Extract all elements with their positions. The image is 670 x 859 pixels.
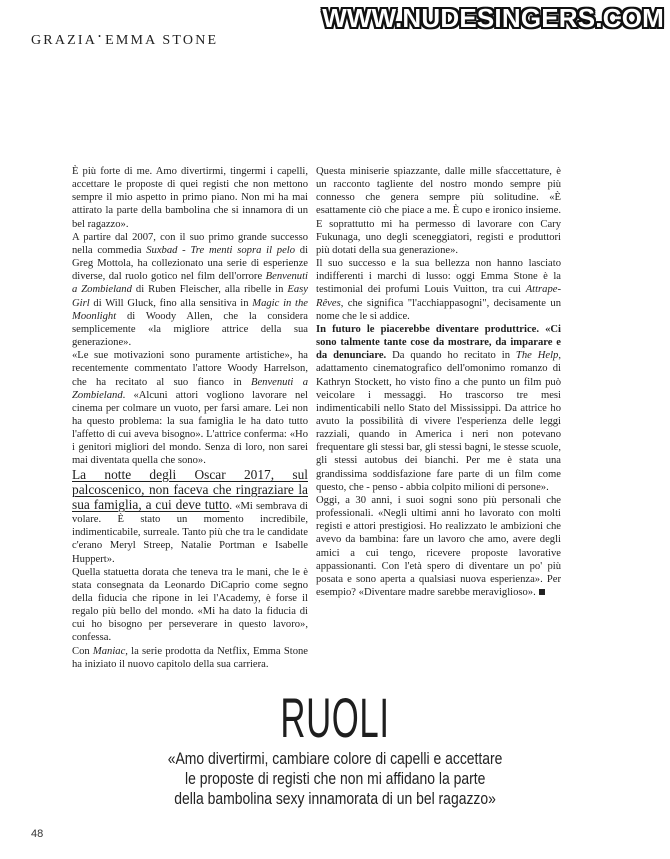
film-title: Suxbad - Tre menti sopra il pelo xyxy=(146,244,296,256)
paragraph: Questa miniserie spiazzante, dalle mille sfaccettature, è un racconto tagliente del nostro mondo sempre più connesso che genera sempre più solitudine. «È esattamente ciò che piace a me. È cupo e ironico insieme. E soprattutto mi ha permesso di lavorare con Cary Fukunaga, uno degli sceneggiatori, registi e produttori più dotati della sua generazione». xyxy=(316,166,561,256)
paragraph: La notte degli Oscar 2017, sul palcoscenico, non faceva che ringraziare la sua famiglia, a cui deve tutto. «Mi sembrava di volare. È stato un momento incredibile, indimenticabile, surreale. Tanto più che tra le candidate c'erano Meryl Streep, Natalie Portman e Isabelle Huppert». xyxy=(72,466,308,565)
pull-quote-line: le proposte di registi che non mi affidano la parte xyxy=(184,769,486,788)
article-column-right xyxy=(316,165,561,599)
series-title: Maniac xyxy=(92,645,126,657)
pull-quote-line: «Amo divertirmi, cambiare colore di capelli e accettare xyxy=(167,749,503,768)
header-separator: • xyxy=(98,32,104,41)
product-name: Attrape-Rêves xyxy=(316,284,561,309)
running-header xyxy=(31,32,218,49)
paragraph: Oggi, a 30 anni, i suoi sogni sono più personali che professionali. «Negli ultimi anni ho lavorato con molti registi e attori prestigiosi. Ho realizzato le ambizioni che avevo da bambina: fare un lavoro che amo, avere degli amici a cui tengo, ricevere proposte lavorative appassionanti. Con l'età spero di diventare un po' più posata e sono aperta a qualsiasi nuova esperienza». Per esempio? «Diventare madre sarebbe meraviglioso». xyxy=(316,494,561,598)
watermark: WWW.NUDESINGERS.COM xyxy=(322,3,664,33)
film-title: Benvenuti a Zombieland xyxy=(72,271,308,296)
paragraph: «Le sue motivazioni sono puramente artistiche», ha recentemente commentato l'attore Woody Harrelson, che ha recitato al suo fianco in Benvenuti a Zombieland. «Alcuni attori vogliono lavorare nel cinema per colmare un vuoto, per farsi amare. Lei non ha questo problema: la sua famiglia le ha dato tutto l'affetto di cui aveva bisogno». L'attrice conferma: «Ho i genitori migliori del mondo. Senza di loro, non sarei mai diventata quella che sono». xyxy=(72,350,308,467)
pull-quote xyxy=(100,749,570,809)
paragraph: È più forte di me. Amo divertirmi, tingermi i capelli, accettare le proposte di quei registi che non mettono sempre il mio aspetto in primo piano. Non mi ha mai attirato la parte della bambolina che si innamora di un bel ragazzo». xyxy=(72,166,308,230)
film-title: Magic in the Moonlight xyxy=(72,297,308,322)
header-subject: EMMA STONE xyxy=(105,33,219,48)
section-title: RUOLI xyxy=(280,686,390,749)
article-column-left xyxy=(72,165,308,671)
paragraph: A partire dal 2007, con il suo primo grande successo nella commedia Suxbad - Tre menti sopra il pelo di Greg Mottola, ha collezionato una serie di esperienze diverse, dal ruolo gotico nel film dell'orrore Benvenuti a Zombieland di Ruben Fleischer, alla ribelle in Easy Girl di Will Gluck, fino alla sensitiva in Magic in the Moonlight di Woody Allen, che la considera semplicemente «la migliore attrice della sua generazione». xyxy=(72,231,309,349)
film-title: The Help xyxy=(515,350,559,362)
pull-quote-line: della bambolina sexy innamorata di un bel ragazzo» xyxy=(174,789,496,808)
paragraph: In futuro le piacerebbe diventare produttrice. «Ci sono talmente tante cose da mostrare, da imparare e da denunciare. Da quando ho recitato in The Help, adattamento cinematografico dell'omonimo romanzo di Kathryn Stockett, ho visto fino a che punto un film può veicolare i messaggi. Ho trascorso tre mesi indimenticabili nello Stato del Mississippi. Da attrice ho avuto la possibilità di vivere l'esperienza delle leggi razziali, quando in America i neri non potevano frequentare gli stessi bar, gli stessi bagni, le stesse scuole, gli stessi autobus dei bianchi. Per me è stata una grandissima soddisfazione fare parte di un film come questo, che - penso - abbia colpito milioni di persone». xyxy=(316,323,561,493)
paragraph: Quella statuetta dorata che teneva tra le mani, che le è stata consegnata da Leonardo DiCaprio come segno della fiducia che ripone in lei l'Academy, è forse il regalo più bello del mondo. «Mi ha dato la fiducia di cui ho bisogno per perseverare in questo lavoro», confessa. xyxy=(72,566,308,644)
bold-lead-in: In futuro le piacerebbe diventare produttrice. «Ci sono talmente tante cose da mostrare, da imparare e da denunciare. xyxy=(316,323,561,362)
highlighted-statement: La notte degli Oscar 2017, sul palcoscenico, non faceva che ringraziare la sua famiglia, a cui deve tutto xyxy=(72,466,308,512)
film-title: Benvenuti a Zombieland xyxy=(72,376,308,401)
end-mark-icon xyxy=(539,589,545,595)
paragraph: Con Maniac, la serie prodotta da Netflix, Emma Stone ha iniziato il nuovo capitolo della sua carriera. xyxy=(72,645,308,670)
magazine-name: GRAZIA xyxy=(31,33,98,48)
paragraph: Il suo successo e la sua bellezza non hanno lasciato indifferenti i marchi di lusso: oggi Emma Stone è la testimonial dei profumi Louis Vuitton, tra cui Attrape-Rêves, che significa "l'acchiappasogni", decisamente un nome che le si addice. xyxy=(316,258,561,322)
film-title: Easy Girl xyxy=(72,284,308,309)
page-number: 48 xyxy=(31,828,44,840)
